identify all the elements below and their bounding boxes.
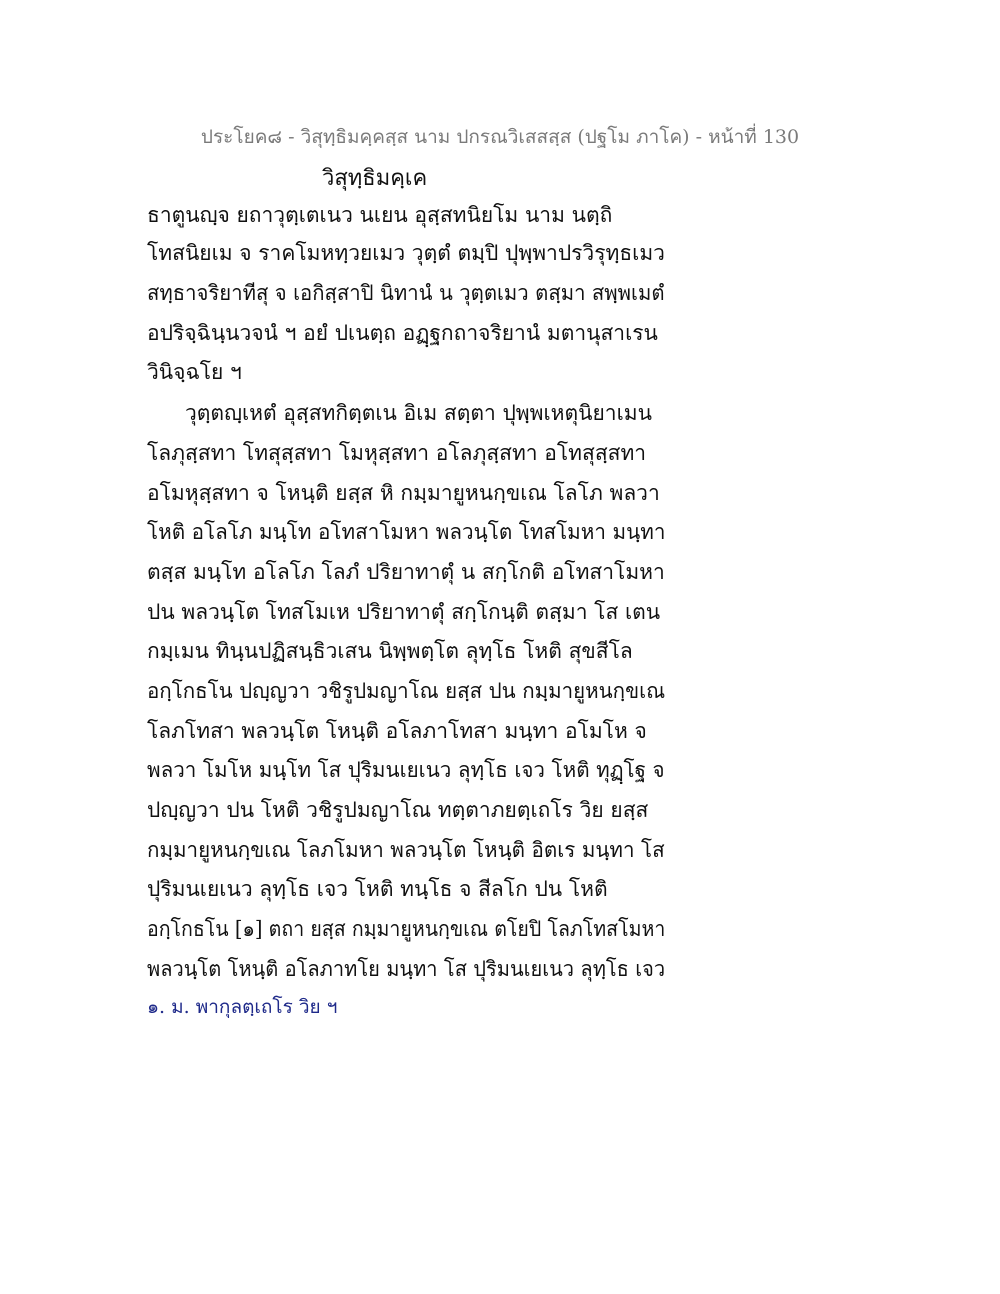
body-line-indented: วุตฺตญฺเหตํ อุสฺสทกิตฺตเน อิเม สตฺตา ปุพฺพเหตุนิยาเมน <box>185 401 652 425</box>
body-line: อปริจฺฉินฺนวจนํ ฯ อยํ ปเนตฺถ อฏฺฐกถาจริยานํ มตานุสาเรน <box>147 321 658 345</box>
body-line: ตสฺส มนฺโท อโลโภ โลภํ ปริยาทาตุํ น สกฺโกติ อโทสาโมหา <box>147 560 665 584</box>
body-line: ปุริมนเยเนว ลุทฺโธ เจว โหติ ทนฺโธ จ สีลโก ปน โหติ <box>147 877 608 901</box>
section-title: วิสุทฺธิมคฺเค <box>322 166 428 191</box>
running-header: ประโยค๘ - วิสุทฺธิมคฺคสฺส นาม ปกรณวิเสสสฺส (ปฐโม ภาโค) - หน้าที่ 130 <box>200 126 800 148</box>
body-line: ปน พลวนฺโต โทสโมเห ปริยาทาตุํ สกฺโกนฺติ ตสฺมา โส เตน <box>147 600 661 624</box>
body-line: โลภโทสา พลวนฺโต โหนฺติ อโลภาโทสา มนฺทา อโมโห จ <box>147 719 647 743</box>
body-line: กมฺมายูหนกฺขเณ โลภโมหา พลวนฺโต โหนฺติ อิตเร มนฺทา โส <box>147 838 665 862</box>
body-line: กมฺเมน ทินฺนปฏิสนฺธิวเสน นิพฺพตฺโต ลุทฺโธ โหติ สุขสีโล <box>147 639 633 663</box>
body-line: โหติ อโลโภ มนฺโท อโทสาโมหา พลวนฺโต โทสโมหา มนฺทา <box>147 520 666 544</box>
body-line: โลภุสฺสทา โทสุสฺสทา โมหุสฺสทา อโลภุสฺสทา อโทสุสฺสทา <box>147 441 647 465</box>
body-line: ธาตูนญฺจ ยถาวุตฺเตเนว นเยน อุสฺสทนิยโม นาม นตฺถิ <box>147 203 613 227</box>
body-line: ปญฺญวา ปน โหติ วชิรูปมญาโณ ทตฺตาภยตฺเถโร วิย ยสฺส <box>147 798 649 822</box>
body-line: พลวา โมโห มนฺโท โส ปุริมนเยเนว ลุทฺโธ เจว โหติ ทุฏฺโฐ จ <box>147 758 665 782</box>
body-line: วินิจฺฉโย ฯ <box>147 360 242 384</box>
body-line: อโมหุสฺสทา จ โหนฺติ ยสฺส หิ กมฺมายูหนกฺขเณ โลโภ พลวา <box>147 481 660 505</box>
body-line: อกฺโกธโน ปญฺญวา วชิรูปมญาโณ ยสฺส ปน กมฺมายูหนกฺขเณ <box>147 679 666 703</box>
body-line: อกฺโกธโน [๑] ตถา ยสฺส กมฺมายูหนกฺขเณ ตโยปิ โลภโทสโมหา <box>147 917 666 941</box>
body-line: พลวนฺโต โหนฺติ อโลภาทโย มนฺทา โส ปุริมนเยเนว ลุทฺโธ เจว <box>147 957 666 981</box>
body-line: โทสนิยเม จ ราคโมหทฺวยเมว วุตฺตํ ตมฺปิ ปุพฺพาปรวิรุทฺธเมว <box>147 241 665 265</box>
body-line: สทฺธาจริยาทีสุ จ เอกิสฺสาปิ นิทานํ น วุตฺตเมว ตสฺมา สพฺพเมตํ <box>147 281 665 305</box>
footnote: ๑. ม. พากุลตฺเถโร วิย ฯ <box>147 996 338 1018</box>
